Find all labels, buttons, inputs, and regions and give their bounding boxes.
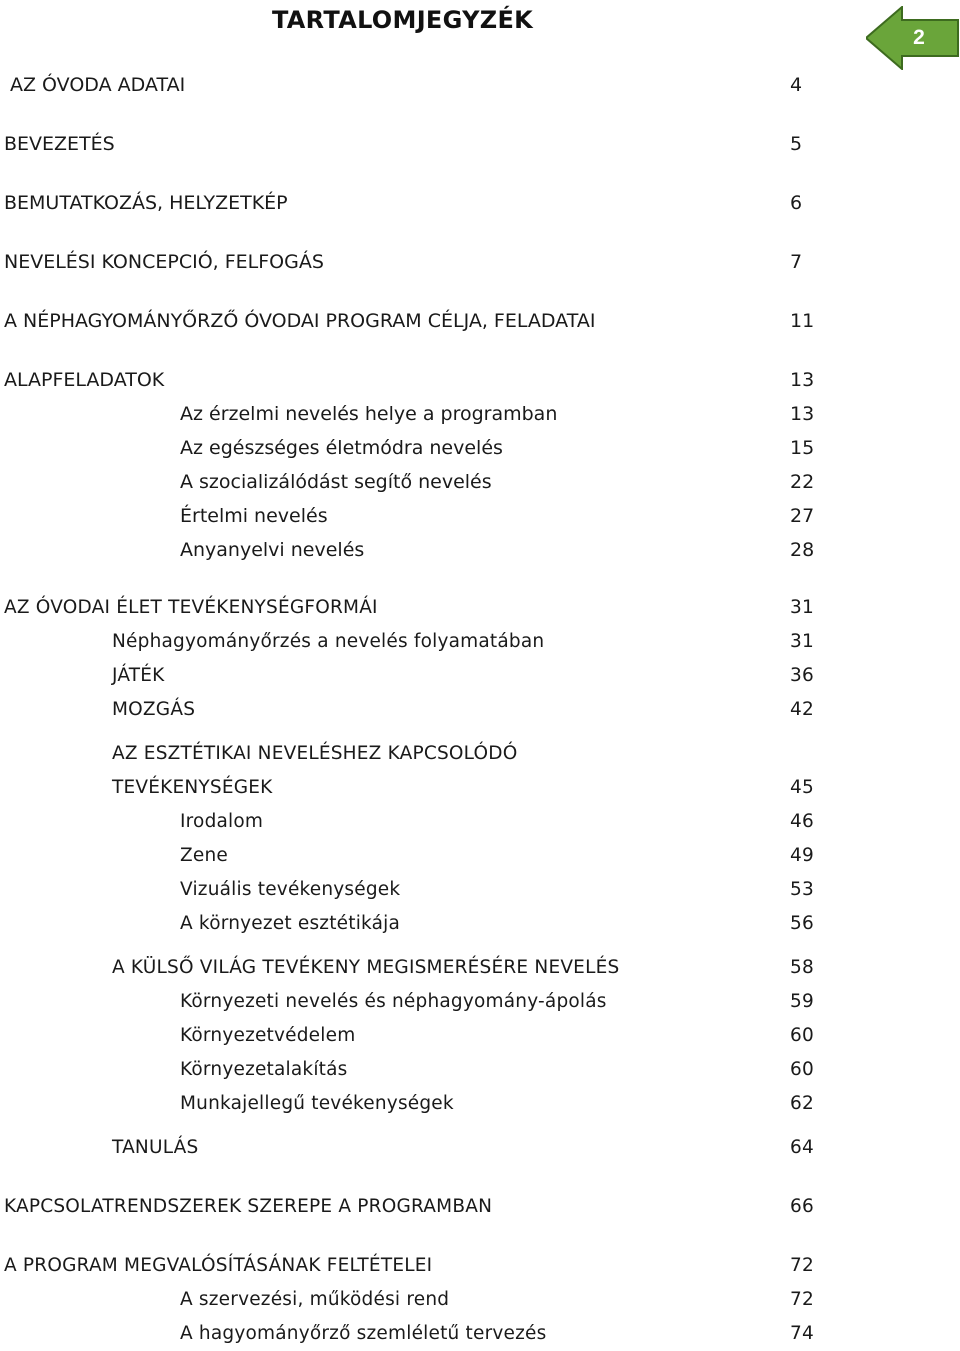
toc-entry-page: 60 bbox=[790, 1025, 814, 1046]
toc-entry-page: 22 bbox=[790, 471, 815, 493]
toc-entry-title: A hagyományőrző szemléletű tervezés bbox=[180, 1323, 547, 1344]
toc-entry-page: 42 bbox=[790, 699, 814, 720]
toc-entry[interactable] bbox=[0, 1286, 960, 1314]
toc-entry-page: 31 bbox=[790, 597, 814, 618]
toc-entry[interactable] bbox=[0, 1056, 960, 1084]
toc-entry-page: 15 bbox=[790, 437, 815, 459]
toc-entry[interactable] bbox=[0, 434, 960, 462]
toc-entry-title: MOZGÁS bbox=[112, 699, 196, 720]
toc-entry[interactable] bbox=[0, 808, 960, 836]
toc-entry-title: BEMUTATKOZÁS, HELYZETKÉP bbox=[4, 192, 288, 214]
toc-entry-title: Az érzelmi nevelés helye a programban bbox=[180, 403, 558, 425]
toc-entry-title: JÁTÉK bbox=[112, 665, 165, 686]
toc-entry-page: 31 bbox=[790, 631, 814, 652]
toc-entry-title: Értelmi nevelés bbox=[180, 505, 328, 527]
toc-entry-page: 46 bbox=[790, 811, 814, 832]
toc-entry[interactable] bbox=[0, 1193, 960, 1221]
toc-entry-title: TEVÉKENYSÉGEK bbox=[112, 777, 273, 798]
toc-entry-page: 72 bbox=[790, 1255, 814, 1276]
toc-entry-page: 45 bbox=[790, 777, 814, 798]
toc-entry[interactable] bbox=[0, 1090, 960, 1118]
toc-entry[interactable] bbox=[0, 954, 960, 982]
toc-entry[interactable] bbox=[0, 1320, 960, 1348]
toc-entry[interactable] bbox=[0, 988, 960, 1016]
toc-entry-title: Az egészséges életmódra nevelés bbox=[180, 437, 503, 459]
toc-entry-page: 13 bbox=[790, 403, 815, 425]
toc-entry-page: 28 bbox=[790, 539, 815, 561]
toc-entry[interactable] bbox=[0, 1252, 960, 1280]
toc-entry-title: A környezet esztétikája bbox=[180, 913, 401, 934]
toc-entry-page: 4 bbox=[790, 74, 803, 96]
toc-entry-title: TANULÁS bbox=[112, 1137, 199, 1158]
toc-entry-title: A PROGRAM MEGVALÓSÍTÁSÁNAK FELTÉTELEI bbox=[4, 1255, 433, 1276]
toc-entry-title: AZ ESZTÉTIKAI NEVELÉSHEZ KAPCSOLÓDÓ bbox=[112, 743, 518, 764]
toc-entry-title: A szervezési, működési rend bbox=[180, 1289, 450, 1310]
toc-entry[interactable] bbox=[0, 502, 960, 530]
toc-entry-title: A NÉPHAGYOMÁNYŐRZŐ ÓVODAI PROGRAM CÉLJA, FELADATAI bbox=[4, 310, 596, 332]
toc-entry-title: Irodalom bbox=[180, 811, 264, 832]
toc-entry-page: 6 bbox=[790, 192, 803, 214]
toc-entry-page: 7 bbox=[790, 251, 803, 273]
toc-entry-title: Környezeti nevelés és néphagyomány-ápolás bbox=[180, 991, 607, 1012]
toc-entry-title: Vizuális tevékenységek bbox=[180, 879, 401, 900]
toc-entry[interactable] bbox=[0, 774, 960, 802]
toc-entry-page: 59 bbox=[790, 991, 814, 1012]
toc-entry-title: AZ ÓVODAI ÉLET TEVÉKENYSÉGFORMÁI bbox=[4, 597, 378, 618]
toc-entry[interactable] bbox=[0, 662, 960, 690]
toc-entry-title: NEVELÉSI KONCEPCIÓ, FELFOGÁS bbox=[4, 251, 324, 273]
toc-entry-title: Környezetvédelem bbox=[180, 1025, 356, 1046]
toc-entry[interactable] bbox=[0, 71, 960, 99]
toc-entry[interactable] bbox=[0, 910, 960, 938]
toc-entry[interactable] bbox=[0, 1022, 960, 1050]
toc-entry-page: 60 bbox=[790, 1059, 814, 1080]
toc-entry[interactable] bbox=[0, 594, 960, 622]
toc-entry-page: 53 bbox=[790, 879, 814, 900]
toc-entry-title: KAPCSOLATRENDSZEREK SZEREPE A PROGRAMBAN bbox=[4, 1196, 493, 1217]
toc-entry[interactable] bbox=[0, 696, 960, 724]
toc-entry[interactable] bbox=[0, 628, 960, 656]
toc-entry-page: 64 bbox=[790, 1137, 814, 1158]
toc-entry-page: 5 bbox=[790, 133, 803, 155]
toc-entry-title: Anyanyelvi nevelés bbox=[180, 539, 365, 561]
toc-entry[interactable] bbox=[0, 842, 960, 870]
toc-entry-page: 56 bbox=[790, 913, 814, 934]
toc-entry[interactable] bbox=[0, 189, 960, 217]
toc-entry[interactable] bbox=[0, 130, 960, 158]
page-number-badge bbox=[866, 6, 960, 70]
toc-entry-title: Munkajellegű tevékenységek bbox=[180, 1093, 454, 1114]
toc-entry-page: 74 bbox=[790, 1323, 814, 1344]
toc-entry-title: Néphagyományőrzés a nevelés folyamatában bbox=[112, 631, 545, 652]
toc-entry-title: ALAPFELADATOK bbox=[4, 369, 165, 391]
toc-entry-page: 58 bbox=[790, 957, 814, 978]
toc-entry-page: 49 bbox=[790, 845, 814, 866]
toc-entry-title: A szocializálódást segítő nevelés bbox=[180, 471, 492, 493]
toc-entry[interactable] bbox=[0, 876, 960, 904]
toc-entry-page: 62 bbox=[790, 1093, 814, 1114]
toc-entry[interactable] bbox=[0, 740, 960, 768]
toc-entry-title: Zene bbox=[180, 845, 228, 866]
toc-entry[interactable] bbox=[0, 248, 960, 276]
toc-entry-page: 11 bbox=[790, 310, 815, 332]
toc-entry[interactable] bbox=[0, 1134, 960, 1162]
toc-entry[interactable] bbox=[0, 400, 960, 428]
toc-entry[interactable] bbox=[0, 468, 960, 496]
page-title: TARTALOMJEGYZÉK bbox=[272, 6, 534, 34]
toc-entry[interactable] bbox=[0, 536, 960, 564]
toc-entry-page: 66 bbox=[790, 1196, 814, 1217]
toc-entry[interactable] bbox=[0, 307, 960, 335]
toc-entry-title: Környezetalakítás bbox=[180, 1059, 348, 1080]
toc-entry-page: 72 bbox=[790, 1289, 814, 1310]
toc-entry-page: 36 bbox=[790, 665, 814, 686]
toc-entry-page: 13 bbox=[790, 369, 815, 391]
toc-entry-title: BEVEZETÉS bbox=[4, 133, 115, 155]
toc-entry-title: AZ ÓVODA ADATAI bbox=[10, 74, 186, 96]
toc-entry[interactable] bbox=[0, 366, 960, 394]
toc-entry-title: A KÜLSŐ VILÁG TEVÉKENY MEGISMERÉSÉRE NEVELÉS bbox=[112, 957, 620, 978]
page-number: 2 bbox=[913, 26, 925, 49]
toc-entry-page: 27 bbox=[790, 505, 815, 527]
